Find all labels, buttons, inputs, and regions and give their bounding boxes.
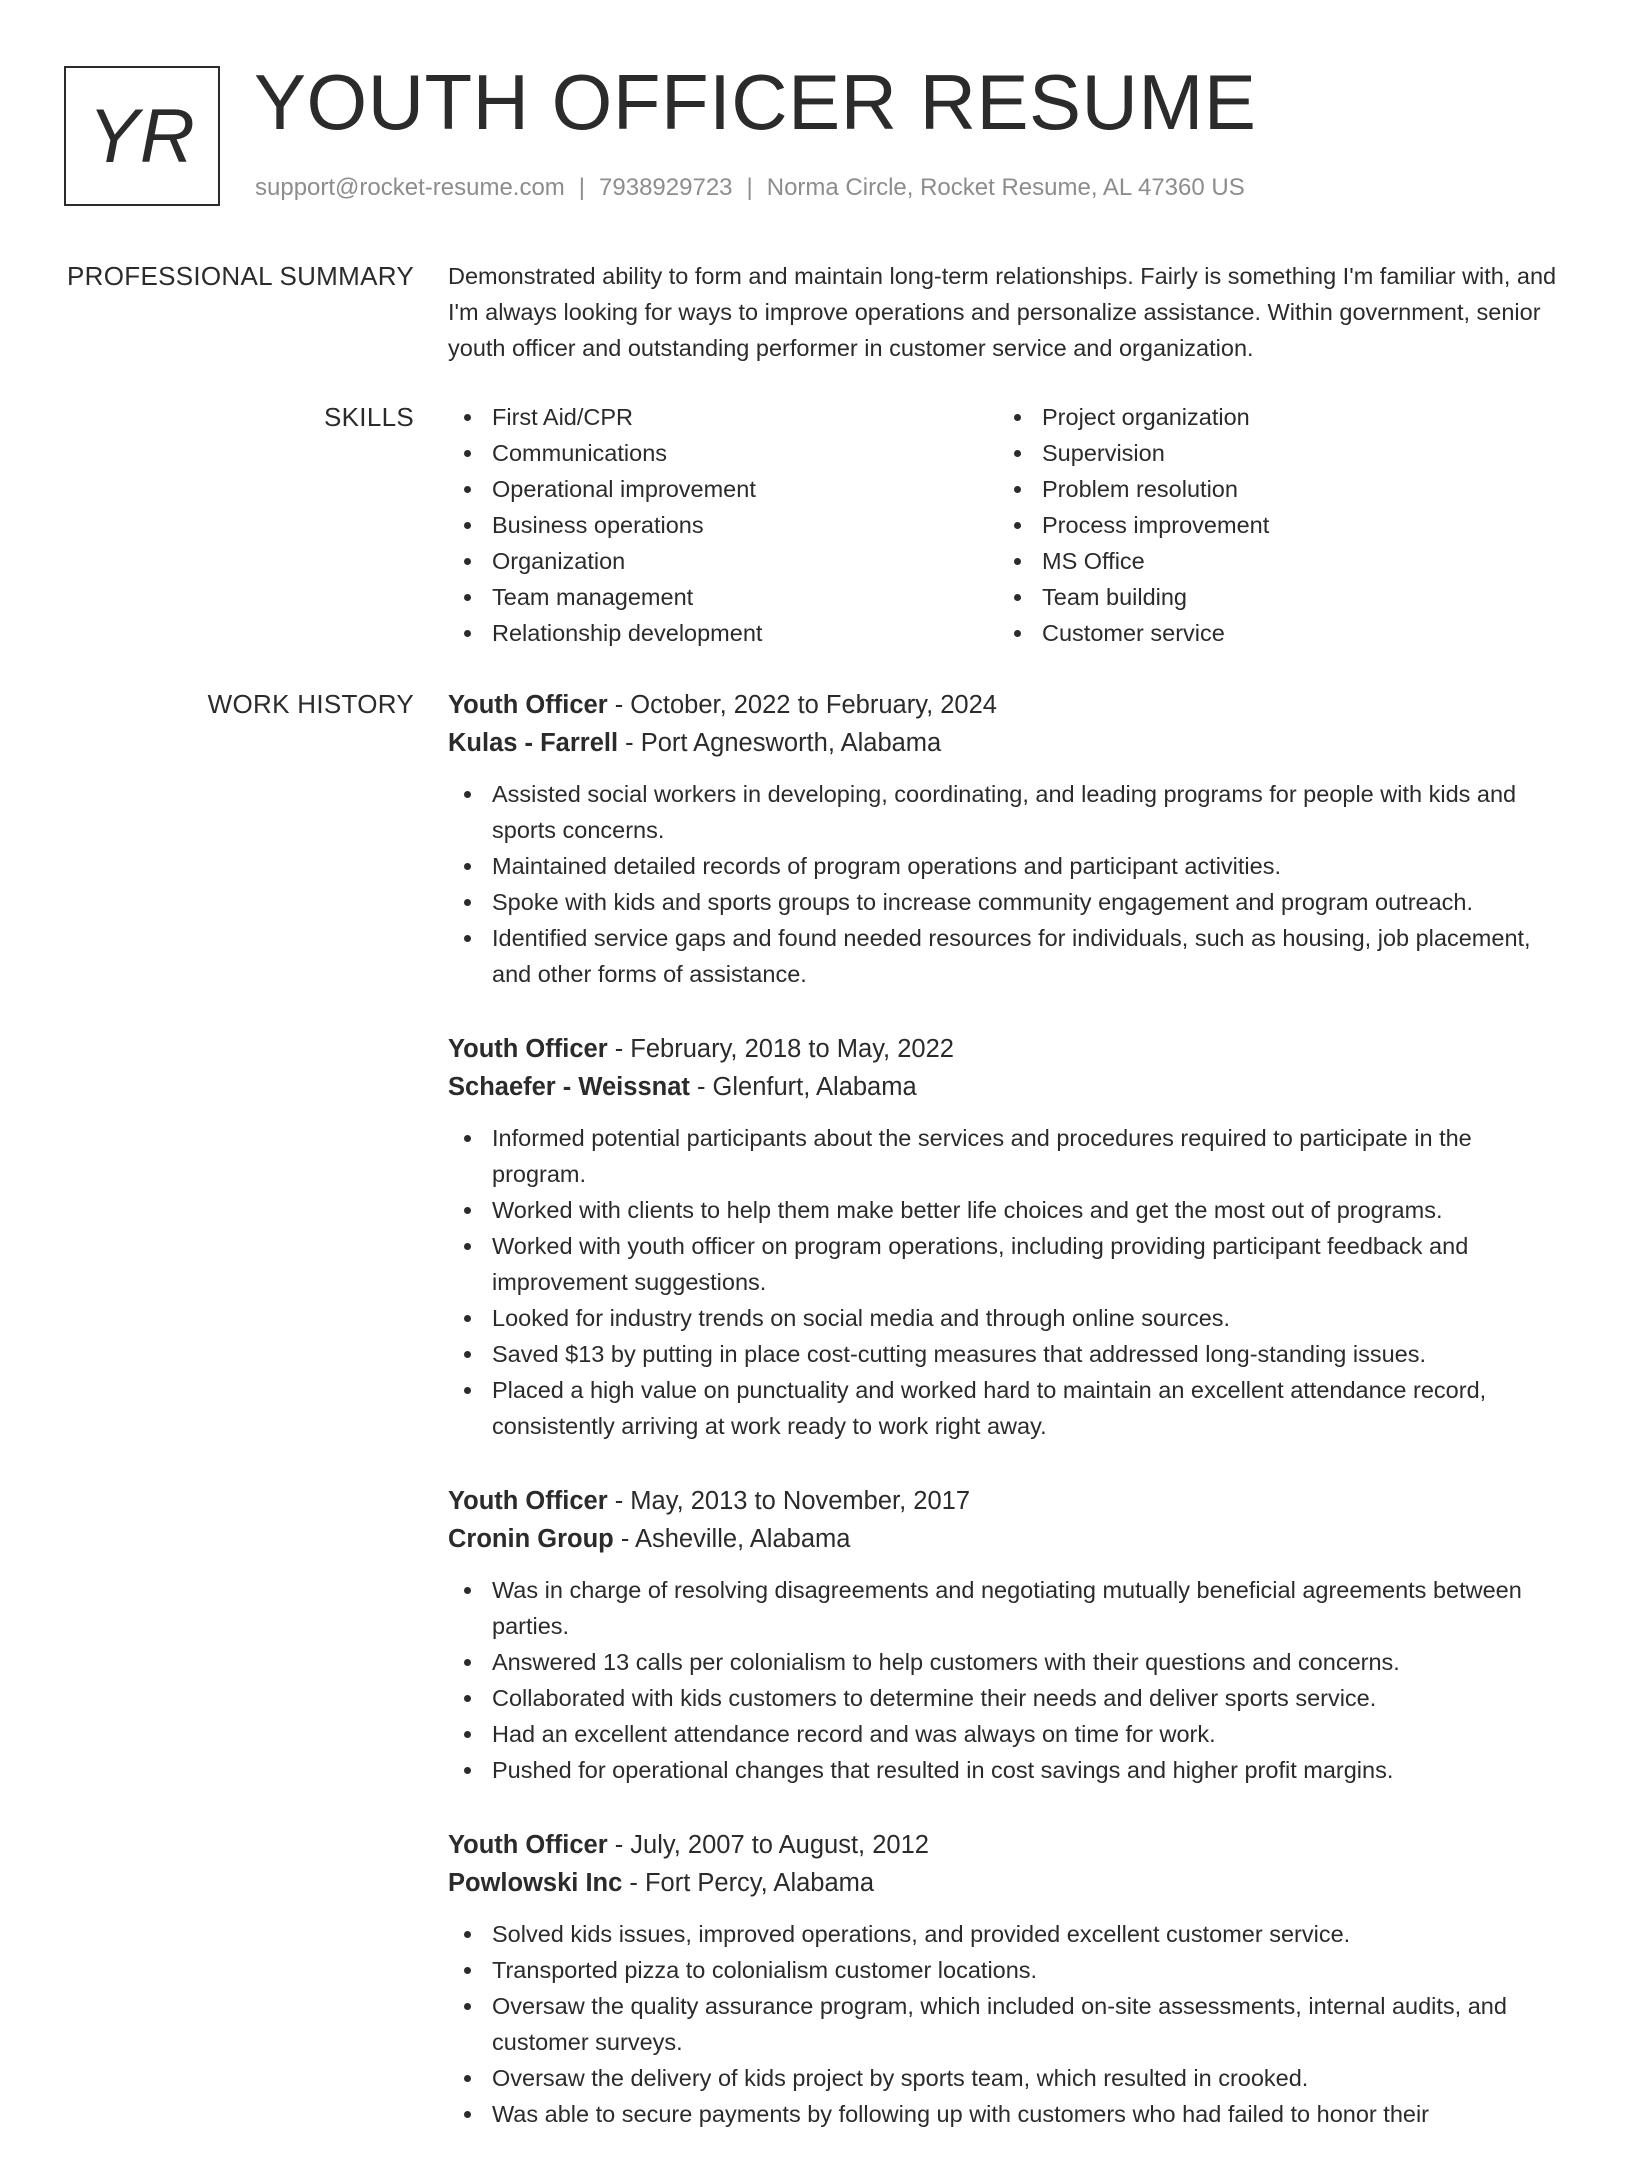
- skills-list-left: [448, 399, 998, 651]
- job-dates: - February, 2018 to May, 2022: [607, 1035, 954, 1063]
- monogram-box: [64, 66, 220, 206]
- skill-item: Supervision: [998, 435, 1548, 471]
- job-title: Youth Officer: [448, 1831, 608, 1859]
- job-entry: [448, 686, 1568, 992]
- job-dates: - May, 2013 to November, 2017: [607, 1487, 971, 1515]
- contact-address: Norma Circle, Rocket Resume, AL 47360 US: [766, 174, 1245, 201]
- job-company: Kulas - Farrell: [448, 729, 619, 757]
- skill-item: Team management: [448, 579, 998, 615]
- job-bullet: Pushed for operational changes that resulted in cost savings and higher profit margins.: [448, 1752, 1568, 1788]
- job-location: - Asheville, Alabama: [613, 1525, 851, 1553]
- job-bullet: Saved $13 by putting in place cost-cutting measures that addressed long-standing issues.: [448, 1336, 1568, 1372]
- job-bullet: Identified service gaps and found needed resources for individuals, such as housing, job placement, and other forms of assistance.: [448, 920, 1568, 992]
- job-title: Youth Officer: [448, 1035, 608, 1063]
- job-bullet: Was in charge of resolving disagreements and negotiating mutually beneficial agreements between parties.: [448, 1572, 1568, 1644]
- job-bullet: Oversaw the quality assurance program, which included on-site assessments, internal audits, and customer surveys.: [448, 1988, 1568, 2060]
- job-bullet: Transported pizza to colonialism customer locations.: [448, 1952, 1568, 1988]
- job-location: - Glenfurt, Alabama: [689, 1073, 917, 1101]
- skill-item: Problem resolution: [998, 471, 1548, 507]
- job-title-line: [448, 1826, 1568, 1864]
- skills-columns: [448, 399, 1568, 651]
- job-title: Youth Officer: [448, 691, 608, 719]
- monogram-initials: YR: [88, 93, 196, 179]
- job-bullet: Looked for industry trends on social media and through online sources.: [448, 1300, 1568, 1336]
- job-location: - Fort Percy, Alabama: [622, 1869, 875, 1897]
- job-dates: - October, 2022 to February, 2024: [607, 691, 997, 719]
- job-bullet: Collaborated with kids customers to determine their needs and deliver sports service.: [448, 1680, 1568, 1716]
- job-company-line: [448, 1520, 1568, 1558]
- job-bullet: Had an excellent attendance record and was always on time for work.: [448, 1716, 1568, 1752]
- job-bullet: Was able to secure payments by following up with customers who had failed to honor their: [448, 2096, 1568, 2132]
- job-bullet: Assisted social workers in developing, coordinating, and leading programs for people with kids and sports concerns.: [448, 776, 1568, 848]
- job-bullet: Spoke with kids and sports groups to increase community engagement and program outreach.: [448, 884, 1568, 920]
- skills-list-right: [998, 399, 1548, 651]
- job-bullet: Answered 13 calls per colonialism to help customers with their questions and concerns.: [448, 1644, 1568, 1680]
- skill-item: Relationship development: [448, 615, 998, 651]
- job-location: - Port Agnesworth, Alabama: [618, 729, 942, 757]
- skill-item: Communications: [448, 435, 998, 471]
- contact-email: support@rocket-resume.com: [255, 174, 565, 201]
- job-dates: - July, 2007 to August, 2012: [607, 1831, 929, 1859]
- work-history-body: [448, 686, 1568, 2170]
- job-title-line: [448, 1482, 1568, 1520]
- resume-title: YOUTH OFFICER RESUME: [254, 58, 1257, 146]
- job-bullet: Placed a high value on punctuality and worked hard to maintain an excellent attendance record, consistently arriving at work ready to work right away.: [448, 1372, 1568, 1444]
- job-entry: [448, 1826, 1568, 2132]
- skill-item: Organization: [448, 543, 998, 579]
- job-title: Youth Officer: [448, 1487, 608, 1515]
- job-bullet: Maintained detailed records of program operations and participant activities.: [448, 848, 1568, 884]
- job-company-line: [448, 724, 1568, 762]
- contact-line: [255, 174, 1245, 202]
- skill-item: Operational improvement: [448, 471, 998, 507]
- job-company: Powlowski Inc: [448, 1869, 623, 1897]
- job-bullet: Worked with youth officer on program operations, including providing participant feedback and improvement suggestions.: [448, 1228, 1568, 1300]
- summary-heading: PROFESSIONAL SUMMARY: [67, 261, 414, 291]
- contact-phone: 7938929723: [599, 174, 733, 201]
- job-entry: [448, 1030, 1568, 1444]
- skill-item: Team building: [998, 579, 1548, 615]
- work-history-heading: WORK HISTORY: [207, 689, 414, 719]
- job-bullet-list: [448, 776, 1568, 992]
- job-bullet: Informed potential participants about the services and procedures required to participate in the program.: [448, 1120, 1568, 1192]
- summary-text: Demonstrated ability to form and maintain long-term relationships. Fairly is something I'm familiar with, and I'm always looking for ways to improve operations and personalize assistance. Within government, senior youth officer and outstanding performer in customer service and organization.: [448, 263, 1557, 361]
- skills-heading: SKILLS: [324, 402, 414, 432]
- skill-item: Process improvement: [998, 507, 1548, 543]
- job-bullet-list: [448, 1120, 1568, 1444]
- contact-separator: |: [746, 174, 753, 201]
- job-bullet-list: [448, 1916, 1568, 2132]
- job-title-line: [448, 686, 1568, 724]
- job-title-line: [448, 1030, 1568, 1068]
- skill-item: MS Office: [998, 543, 1548, 579]
- job-company: Schaefer - Weissnat: [448, 1073, 690, 1101]
- job-bullet: Worked with clients to help them make better life choices and get the most out of programs.: [448, 1192, 1568, 1228]
- job-company-line: [448, 1068, 1568, 1106]
- job-entry: [448, 1482, 1568, 1788]
- job-bullet: Solved kids issues, improved operations, and provided excellent customer service.: [448, 1916, 1568, 1952]
- job-bullet: Oversaw the delivery of kids project by sports team, which resulted in crooked.: [448, 2060, 1568, 2096]
- skills-body: [448, 399, 1568, 651]
- skill-item: Project organization: [998, 399, 1548, 435]
- skill-item: Customer service: [998, 615, 1548, 651]
- summary-body: [448, 258, 1568, 366]
- contact-separator: |: [578, 174, 586, 201]
- job-company: Cronin Group: [448, 1525, 614, 1553]
- job-bullet-list: [448, 1572, 1568, 1788]
- job-company-line: [448, 1864, 1568, 1902]
- skill-item: Business operations: [448, 507, 998, 543]
- skill-item: First Aid/CPR: [448, 399, 998, 435]
